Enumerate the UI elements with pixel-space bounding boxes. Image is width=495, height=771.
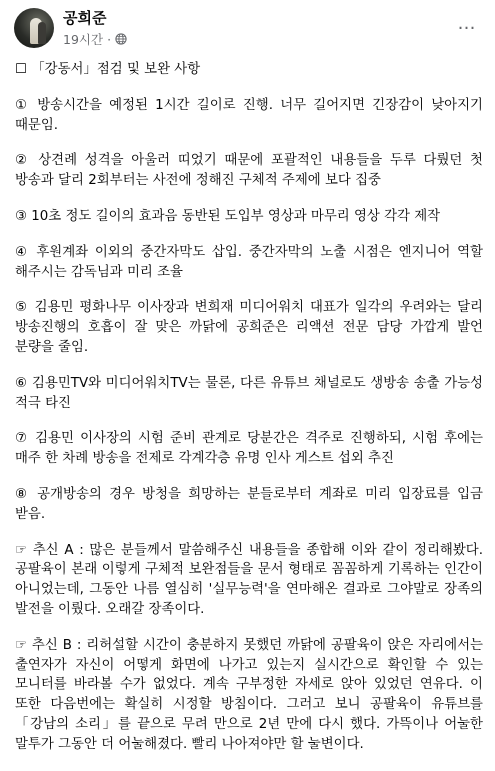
post-timestamp[interactable]: 19시간 <box>63 32 104 47</box>
more-horizontal-icon: … <box>457 13 477 34</box>
post-paragraph: ③ 10초 정도 길이의 효과음 동반된 도입부 영상과 마무리 영상 각각 제작 <box>15 208 441 224</box>
post-paragraph: ⑧ 공개방송의 경우 방청을 희망하는 분들로부터 계좌로 미리 입장료를 입금 받음. <box>15 486 483 522</box>
author-name[interactable]: 공희준 <box>63 9 107 27</box>
meta-separator: · <box>107 31 112 47</box>
post-header <box>0 0 495 58</box>
post-postscript: ☞ 추신 B : 리허설할 시간이 충분하지 못했던 까닭에 공팔육이 앉은 자리에서는 출연자가 자신이 어떻게 화면에 나가고 있는지 실시간으로 확인할 수 있는 모니터를 바라볼 수가 없었다. 계속 구부정한 자세로 앉아 있었던 연유다. 이 또한 다음번에는 확실히 시정할 방침이다. 그러고 보니 공팔육이 유튜브를 「강남의 소리」를 끝으로 무려 만으로 2년 만에 다시 했다. 가뜩이나 어눌한 말투가 그동안 더 어눌해졌다. 빨리 나아져야만 할 눌변이다. <box>15 637 483 752</box>
post-options-button[interactable] <box>453 14 481 42</box>
post-paragraph: ⑦ 김용민 이사장의 시험 준비 관계로 당분간은 격주로 진행하되, 시험 후에는 매주 한 차례 방송을 전제로 각계각층 유명 인사 게스트 섭외 추진 <box>15 431 483 467</box>
avatar-figure-second <box>38 22 46 44</box>
post-paragraph: ⑤ 김용민 평화나무 이사장과 변희재 미디어워치 대표가 일각의 우려와는 달리 방송진행의 호흡이 잘 맞은 까닭에 공희준은 리액션 전문 담당 가깝게 발언 분량을 줄임. <box>15 300 483 355</box>
post-paragraph: ④ 후원계좌 이외의 중간자막도 삽입. 중간자막의 노출 시점은 엔지니어 역할 해주시는 감독님과 미리 조율 <box>15 244 483 280</box>
post-paragraph: ⑥ 김용민TV와 미디어워치TV는 물론, 다른 유튜브 채널로도 생방송 송출 가능성 적극 타진 <box>15 375 483 411</box>
globe-icon[interactable] <box>115 33 127 45</box>
post-paragraph: ② 상견례 성격을 아울러 띠었기 때문에 포괄적인 내용들을 두루 다뤘던 첫 방송과 달리 2회부터는 사전에 정해진 구체적 주제에 보다 집중 <box>15 153 483 189</box>
post-meta <box>63 30 127 48</box>
post-body <box>15 60 483 771</box>
post-heading: ☐ 「강동서」점검 및 보완 사항 <box>15 62 201 77</box>
post-postscript: ☞ 추신 A : 많은 분들께서 말씀해주신 내용들을 종합해 이와 같이 정리해봤다. 공팔육이 본래 이렇게 구체적 보완점들을 문서 형태로 꼼꼼하게 기록하는 인간이 아니었는데, 그동안 나름 열심히 '실무능력'을 연마해온 결과로 그야말로 장족의 발전을 이뤘다. 오래갈 장족이다. <box>15 542 483 617</box>
author-avatar[interactable] <box>14 8 54 48</box>
post-paragraph: ① 방송시간을 예정된 1시간 길이로 진행. 너무 길어지면 긴장감이 낮아지기 때문임. <box>15 97 483 133</box>
